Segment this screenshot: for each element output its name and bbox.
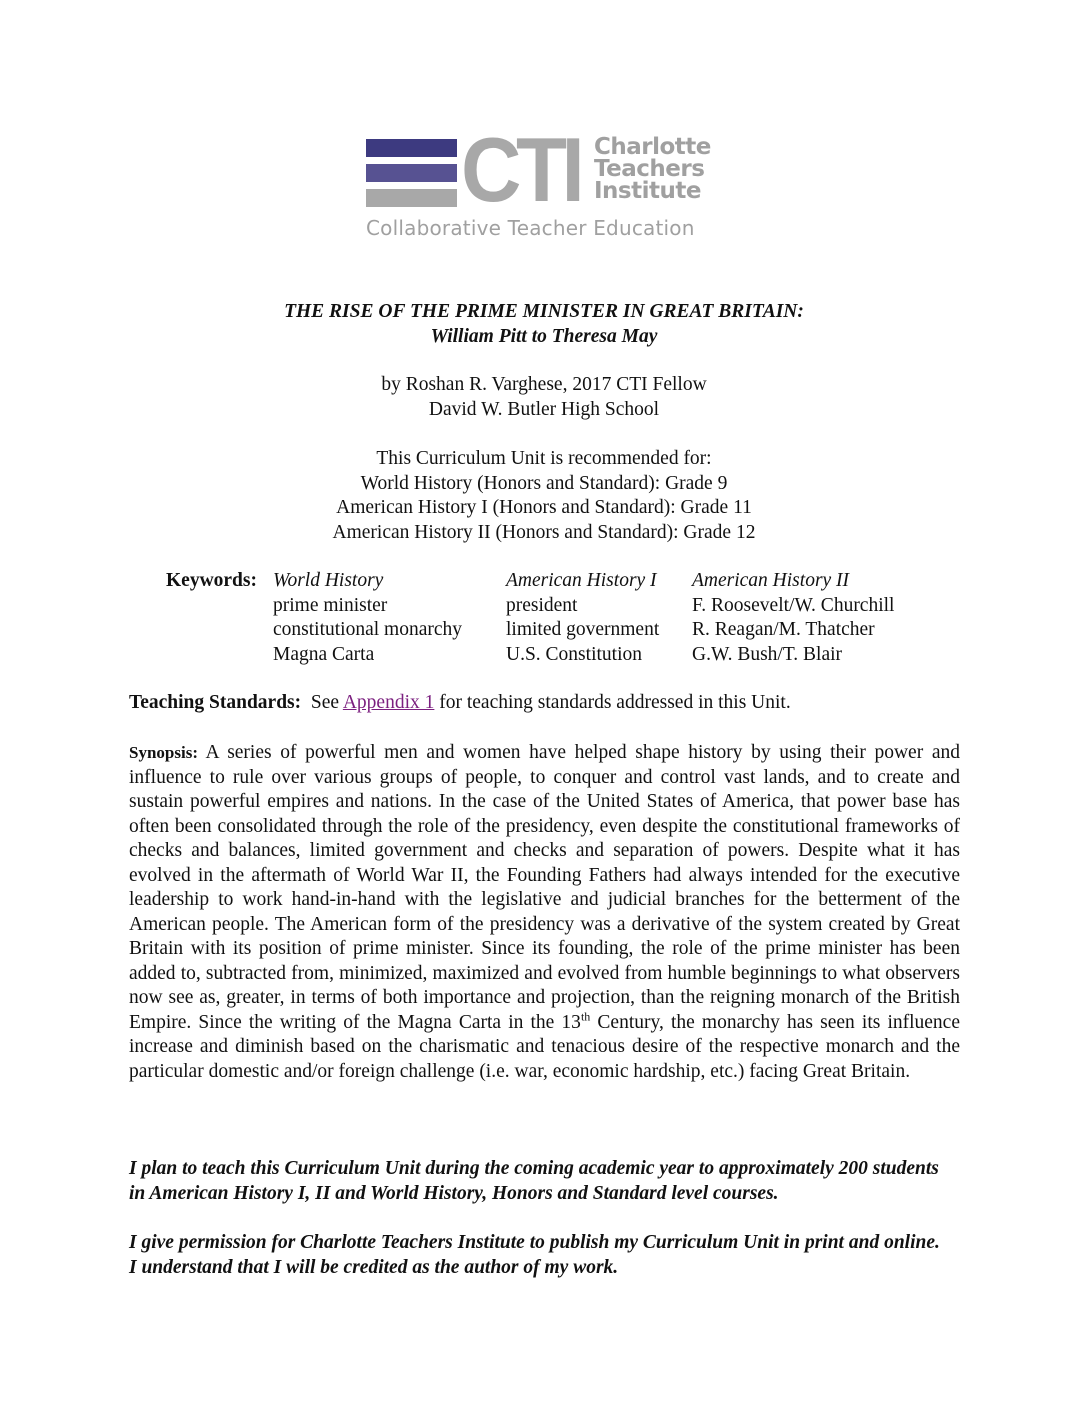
- keywords-column: [506, 569, 659, 667]
- keyword-item: U.S. Constitution: [506, 643, 642, 665]
- ordinal-suffix: th: [580, 1009, 591, 1023]
- logo-stripe-icon: [366, 164, 457, 182]
- author-byline: by Roshan R. Varghese, 2017 CTI Fellow: [381, 374, 707, 395]
- publication-permission-note: I give permission for Charlotte Teachers Institute to publish my Curriculum Unit in print and online. I understand that I will be credited as the author of my work.: [129, 1232, 940, 1278]
- title-main: THE RISE OF THE PRIME MINISTER IN GREAT BRITAIN:: [284, 301, 804, 322]
- logo-stripe-icon: [366, 189, 457, 207]
- appendix-1-link[interactable]: Appendix 1: [342, 692, 435, 713]
- recommendation-intro: This Curriculum Unit is recommended for:: [376, 448, 712, 469]
- teaching-standards-suffix: for teaching standards addressed in this Unit.: [439, 692, 791, 713]
- recommended-course: American History II (Honors and Standard): Grade 12: [332, 521, 756, 543]
- document-title: [0, 300, 1088, 349]
- keywords-column: [273, 569, 462, 667]
- logo-tagline: Collaborative Teacher Education: [366, 216, 695, 240]
- recommendation-block: [0, 447, 1088, 545]
- logo-name-line: Teachers: [594, 156, 705, 182]
- keywords-column-header: World History: [273, 570, 384, 591]
- teaching-plan-note: I plan to teach this Curriculum Unit during the coming academic year to approximately 200 students in American History I, II and World History, Honors and Standard level courses.: [129, 1158, 939, 1204]
- keyword-item: R. Reagan/M. Thatcher: [692, 619, 875, 640]
- keyword-item: constitutional monarchy: [273, 619, 463, 640]
- teaching-standards: [129, 692, 791, 714]
- teaching-standards-label: Teaching Standards:: [129, 692, 302, 713]
- logo-name-line: Charlotte: [594, 134, 711, 160]
- cti-logo: [366, 120, 726, 246]
- recommended-course: World History (Honors and Standard): Grade 9: [360, 472, 728, 494]
- keywords-label: Keywords:: [166, 570, 257, 591]
- logo-name: [594, 136, 711, 202]
- keyword-item: prime minister: [273, 594, 388, 616]
- keyword-item: Magna Carta: [273, 643, 375, 665]
- synopsis-paragraph: [129, 741, 960, 1084]
- logo-acronym: CTI: [461, 120, 580, 221]
- synopsis-text-continued: Century, the monarchy has seen its influence increase and diminish based on the charismatic and tenacious desire of the respective monarch and the particular domestic and/or foreign challenge (i.e. war, economic hardship, etc.) facing Great Britain.: [129, 1011, 960, 1082]
- recommended-course: American History I (Honors and Standard): Grade 11: [336, 497, 752, 518]
- teaching-standards-prefix: See: [310, 692, 340, 713]
- title-subtitle: William Pitt to Theresa May: [430, 325, 658, 347]
- keywords-column-header: American History I: [506, 570, 657, 591]
- keyword-item: president: [506, 594, 578, 616]
- synopsis-text: A series of powerful men and women have helped shape history by using their power and influence to rule over various groups of people, to conquer and control vast lands, and to create and sustain powerful empires and nations. In the case of the United States of America, that power base has often been consolidated through the role of the presidency, even despite the constitutional frameworks of checks and balances, limited government and checks and separation of powers. Despite what it has evolved in the aftermath of World War II, the Founding Fathers had always intended for the executive leadership to work hand-in-hand with the legislative and judicial branches for the betterment of the American people. The American form of the presidency was a derivative of the system created by Great Britain with its position of prime minister. Since its founding, the role of the prime minister has been added to, subtracted from, minimized, maximized and evolved from humble beginnings to what observers now see as, greater, in terms of both importance and projection, than the reigning monarch of the British Empire. Since the writing of the Magna Carta in the 13: [129, 742, 960, 1033]
- keywords-column: [692, 569, 894, 667]
- author-school: David W. Butler High School: [428, 398, 660, 420]
- keyword-item: limited government: [506, 619, 660, 640]
- keyword-item: F. Roosevelt/W. Churchill: [692, 594, 895, 616]
- synopsis-label: Synopsis:: [129, 743, 198, 762]
- keywords-column-header: American History II: [692, 570, 850, 591]
- logo-name-line: Institute: [594, 178, 701, 204]
- keyword-item: G.W. Bush/T. Blair: [692, 643, 843, 665]
- author-block: [0, 373, 1088, 422]
- logo-stripe-icon: [366, 139, 457, 157]
